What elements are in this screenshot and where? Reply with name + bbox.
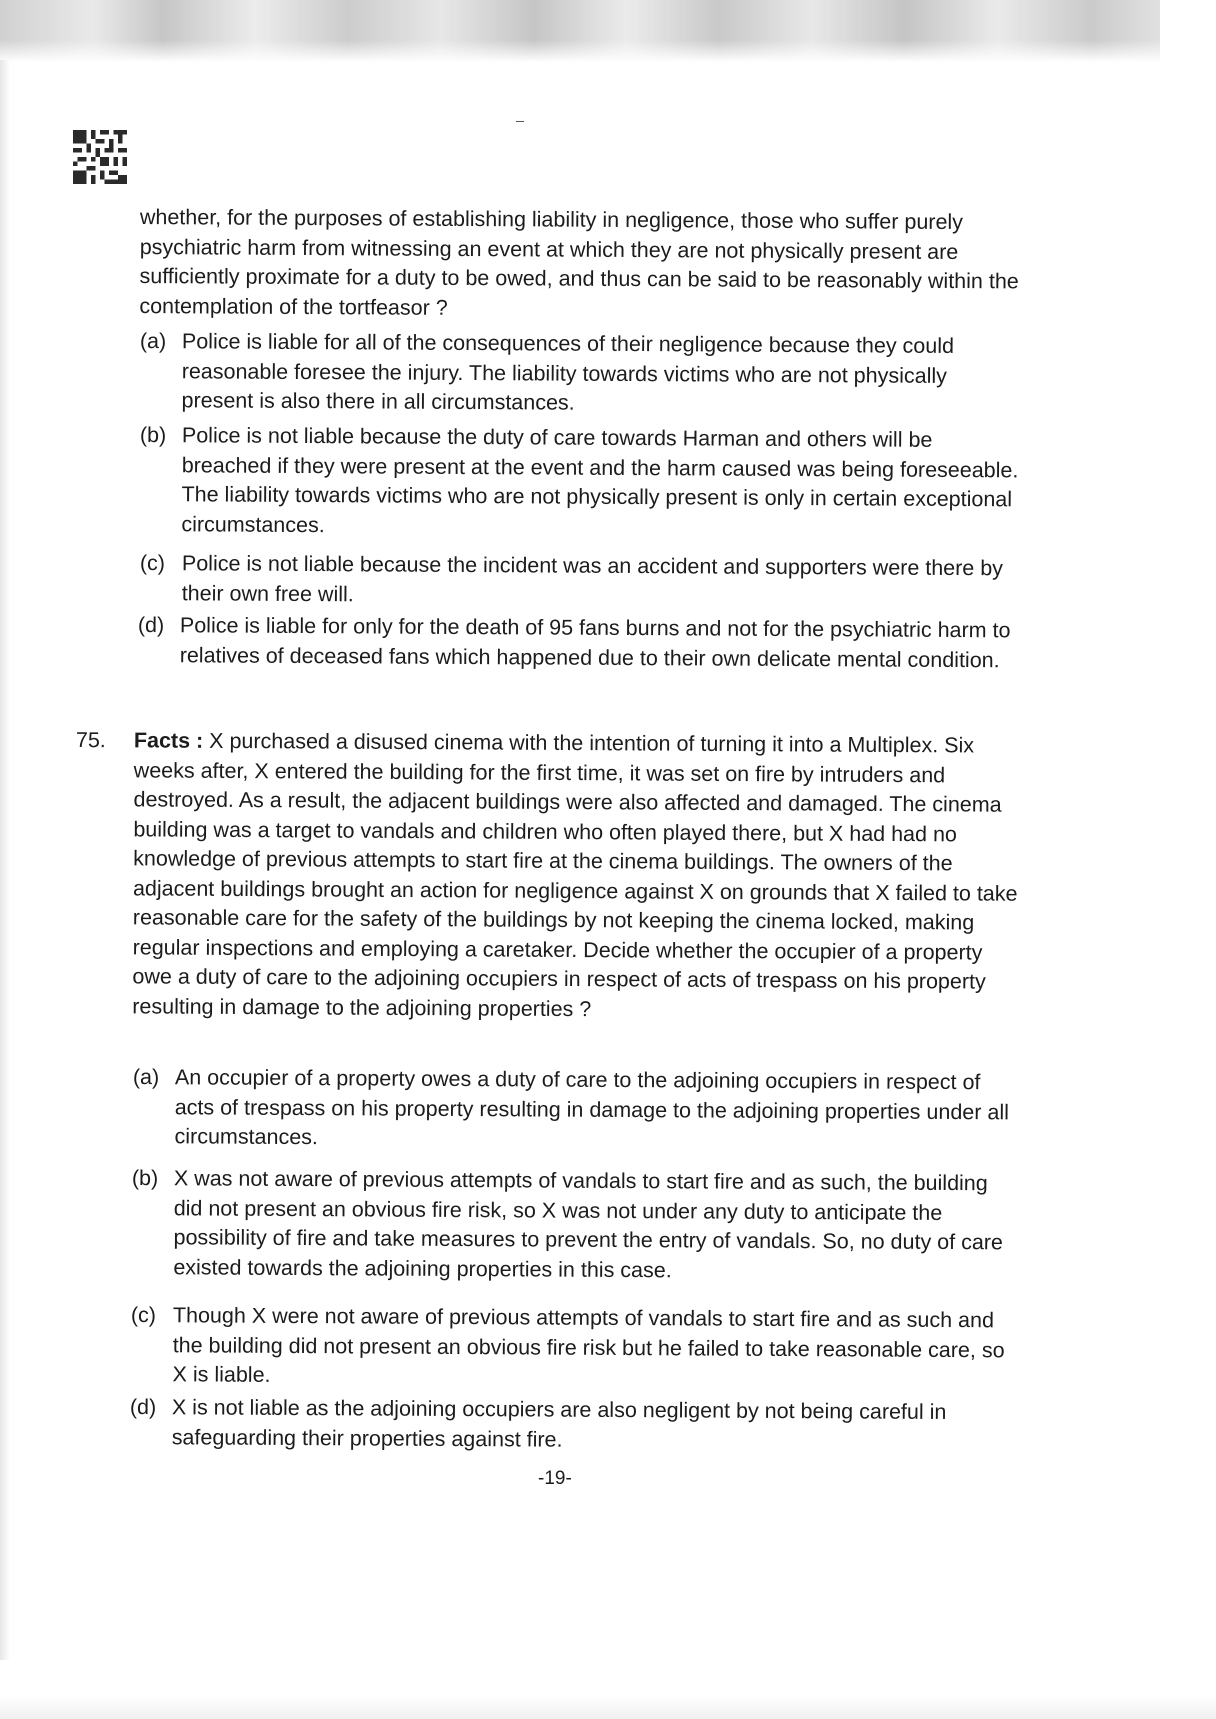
question-75-stem: X purchased a disused cinema with the intention of turning it into a Multiplex. Six weeks after, X entered the building for the first time, it was set on fire by intruders and destroyed. As a result, the adjacent buildings were also affected and damaged. The cinema building was a target to vandals and children who often played there, but X had had no knowledge of previous attempts to start fire at the cinema buildings. The owners of the adjacent buildings brought an action for negligence against X on grounds that X failed to take reasonable care for the safety of the buildings by not keeping the cinema locked, making regular inspections and employing a caretaker. Decide whether the occupier of a property owe a duty of care to the adjoining occupiers in respect of acts of trespass on his property resulting in damage to the adjoining properties ? [132,728,1018,1021]
question-75-option-c [130,1301,1011,1395]
question-74-option-b [139,421,1020,544]
question-75-option-d [130,1393,1010,1457]
option-letter: (b) [131,1166,159,1191]
option-letter: (b) [139,422,167,448]
option-letter: (a) [139,328,167,354]
option-text: X was not aware of previous attempts of vandals to start fire and as such, the building did not present an obvious fire risk, so X was not under any duty to anticipate the possibility of fire and take measures to prevent the entry of vandals. So, no duty of care existed towards the adjoining properties in this case. [173,1166,1004,1282]
page-number: -19- [538,1468,572,1489]
option-text: Though X were not aware of previous attempts of vandals to start fire and as such and the building did not present an obvious fire risk but he failed to take reasonable care, so X is liable. [172,1303,1005,1387]
option-letter: (c) [139,550,166,576]
option-letter: (d) [137,612,165,638]
question-75-option-a [132,1063,1013,1157]
question-74-option-c [140,549,1020,613]
option-text: Police is not liable because the incident was an accident and supporters were there by their own free will. [181,551,1004,606]
option-letter: (d) [129,1395,157,1420]
question-74-option-a [139,327,1020,421]
question-75-option-b [131,1164,1012,1287]
question-74-option-d [138,611,1018,675]
option-letter: (c) [130,1303,157,1328]
scan-mark [516,121,524,122]
question-74-stem: whether, for the purposes of establishing liability in negligence, those who suffer purely psychiatric harm from witnessing an event at which they are not physically present are sufficiently proximate for a duty to be owed, and thus can be said to be reasonably within the contemplation of the tortfeasor ? [139,204,1019,320]
option-text: Police is not liable because the duty of care towards Harman and others will be breached if they were present at the event and the harm caused was being foreseeable. The liability towards victims who are not physically present is only in certain exceptional circumstances. [181,423,1019,537]
facts-label: Facts : [133,728,204,753]
option-text: Police is liable for only for the death of 95 fans burns and not for the psychiatric harm to relatives of deceased fans which happened due to their own delicate mental condition. [179,613,1011,672]
question-number: 75. [75,727,106,753]
option-letter: (a) [132,1065,160,1090]
qr-code-icon [73,130,127,184]
option-text: An occupier of a property owes a duty of care to the adjoining occupiers in respect of acts of trespass on his property resulting in damage to the adjoining properties under all circumstances. [174,1065,1010,1150]
option-text: Police is liable for all of the consequences of their negligence because they could reasonable foresee the injury. The liability towards victims who are not physically present is also there in all circumstances. [181,329,955,415]
option-text: X is not liable as the adjoining occupiers are also negligent by not being careful in safeguarding their properties against fire. [171,1395,947,1452]
question-75 [74,726,1020,1027]
